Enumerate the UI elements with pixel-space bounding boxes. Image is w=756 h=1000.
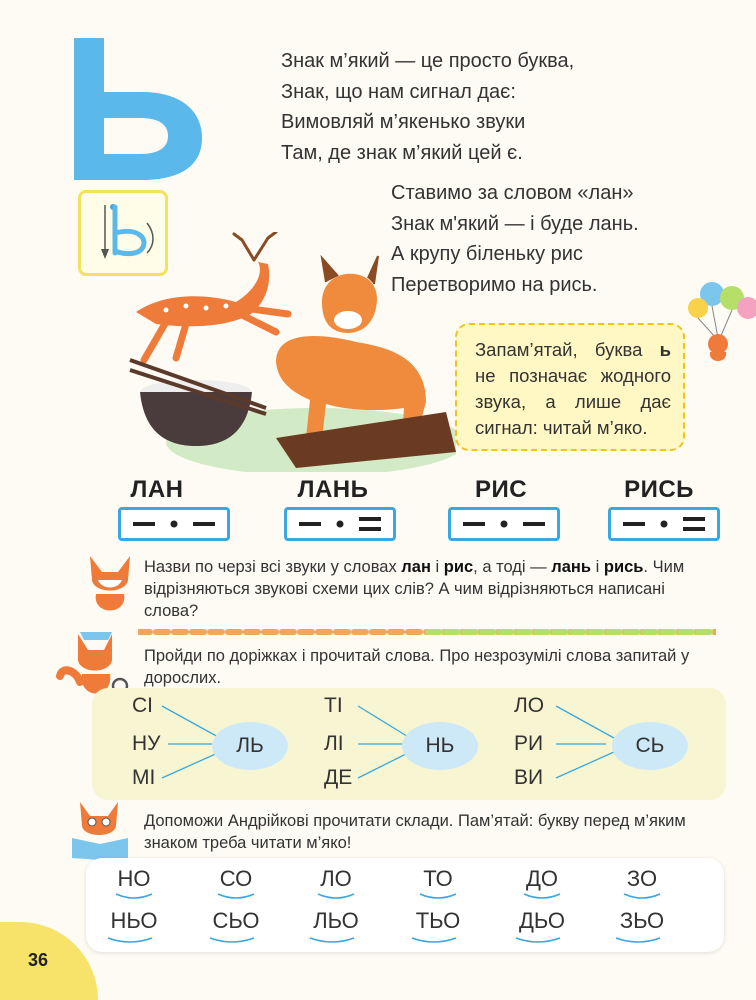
path-start-syllable: РИ (514, 732, 544, 755)
syllable-hard: ТО (423, 866, 453, 891)
task-2-text: Пройди по доріжках і прочитай слова. Про незрозумілі слова запитай у дорослих. (144, 647, 690, 687)
task-1-text: , а тоді — (473, 558, 552, 576)
task-3-text: Допоможи Андрійкові прочитати склади. Пам’ятай: букву перед м’яким знаком треба читати м’яко! (144, 812, 686, 852)
sound-scheme-marks (121, 510, 227, 538)
poem-line: Вимовляй м’якенько звуки (281, 111, 526, 133)
page-number: 36 (28, 950, 49, 970)
page-corner-decoration (0, 922, 98, 1000)
task-1-word: рис (443, 558, 474, 576)
sound-scheme (118, 507, 230, 541)
path-start-syllable: СІ (132, 694, 153, 717)
lynx-icon (276, 256, 456, 468)
word-label: ЛАНЬ (297, 476, 369, 503)
path-start-syllable: ДЕ (324, 766, 353, 789)
poem-stanza-1 (281, 46, 574, 168)
path-start-syllable: МІ (132, 766, 156, 789)
path-hub: НЬ (402, 722, 478, 770)
poem-line: Знак м’який — це просто буква, (281, 50, 575, 72)
task-1-text: Назви по черзі всі звуки у словах (144, 558, 402, 576)
poem-line: Перетворимо на рись. (391, 273, 598, 296)
fox-thinking-icon (82, 550, 138, 616)
deer-lynx-rice-illustration (126, 232, 456, 472)
task-1-word: лань (551, 558, 592, 576)
task-1-text: і (591, 558, 604, 576)
big-letter-soft-sign (62, 30, 212, 180)
deer-icon (136, 232, 288, 360)
task-1-text: . (643, 558, 649, 576)
syllable-hard: ЗО (626, 866, 658, 891)
reminder-letter: ь (659, 339, 671, 360)
sound-scheme-marks (611, 510, 717, 538)
poem-line: Ставимо за словом «лан» (391, 182, 634, 204)
task-1-word: лан (401, 558, 431, 576)
poem-line: А крупу біленьку рис (391, 243, 583, 265)
word-label: РИСЬ (624, 476, 694, 503)
syllable-arcs (94, 862, 714, 950)
reminder-suffix: не позначає жодного звука, а лише дає сигнал: читай м’яко. (475, 365, 671, 438)
path-start-syllable: ВИ (514, 766, 544, 789)
dashed-divider (138, 628, 716, 636)
task-1-word: рись (603, 558, 644, 576)
word-label: РИС (474, 476, 528, 503)
path-start-syllable: НУ (132, 732, 161, 755)
sound-scheme-marks (287, 510, 393, 538)
path-start-syllable: ЛО (514, 694, 545, 717)
task-1-text (144, 556, 710, 622)
sound-scheme-marks (451, 510, 557, 538)
poem-line: Там, де знак м’який цей є. (281, 141, 523, 164)
fox-with-balloons-icon (682, 278, 756, 368)
task-1-question: Чим відрізняються звукові схеми цих слів? А чим відрізняються написані слова? (144, 558, 685, 620)
task-1-text: і (430, 558, 444, 576)
sound-scheme (284, 507, 396, 541)
syllables-grid (94, 862, 714, 950)
syllable-soft: ТЬО (415, 908, 461, 933)
reminder-note (455, 323, 685, 451)
reminder-prefix: Запам’ятай, буква (475, 339, 660, 360)
path-hub: ЛЬ (212, 722, 288, 770)
path-start-syllable: ТІ (324, 694, 343, 717)
word-label: ЛАН (130, 476, 184, 503)
syllable-hard: ЛО (320, 866, 352, 891)
syllable-soft: СЬО (212, 908, 260, 933)
path-start-syllable: ЛІ (324, 732, 344, 755)
poem-line: Знак м'який — і буде лань. (391, 212, 639, 235)
syllable-soft: ДЬО (519, 908, 565, 933)
sound-scheme (608, 507, 720, 541)
poem-line: Знак, що нам сигнал дає: (281, 80, 516, 103)
fox-reading-book-icon (64, 798, 136, 860)
path-hub: СЬ (612, 722, 688, 770)
syllable-soft: ЗЬО (619, 908, 665, 933)
sound-scheme (448, 507, 560, 541)
syllable-soft: НЬО (110, 908, 158, 933)
syllable-hard: НО (117, 866, 151, 891)
syllable-hard: СО (219, 866, 253, 891)
syllable-soft: ЛЬО (313, 908, 359, 933)
syllable-hard: ДО (525, 866, 558, 891)
